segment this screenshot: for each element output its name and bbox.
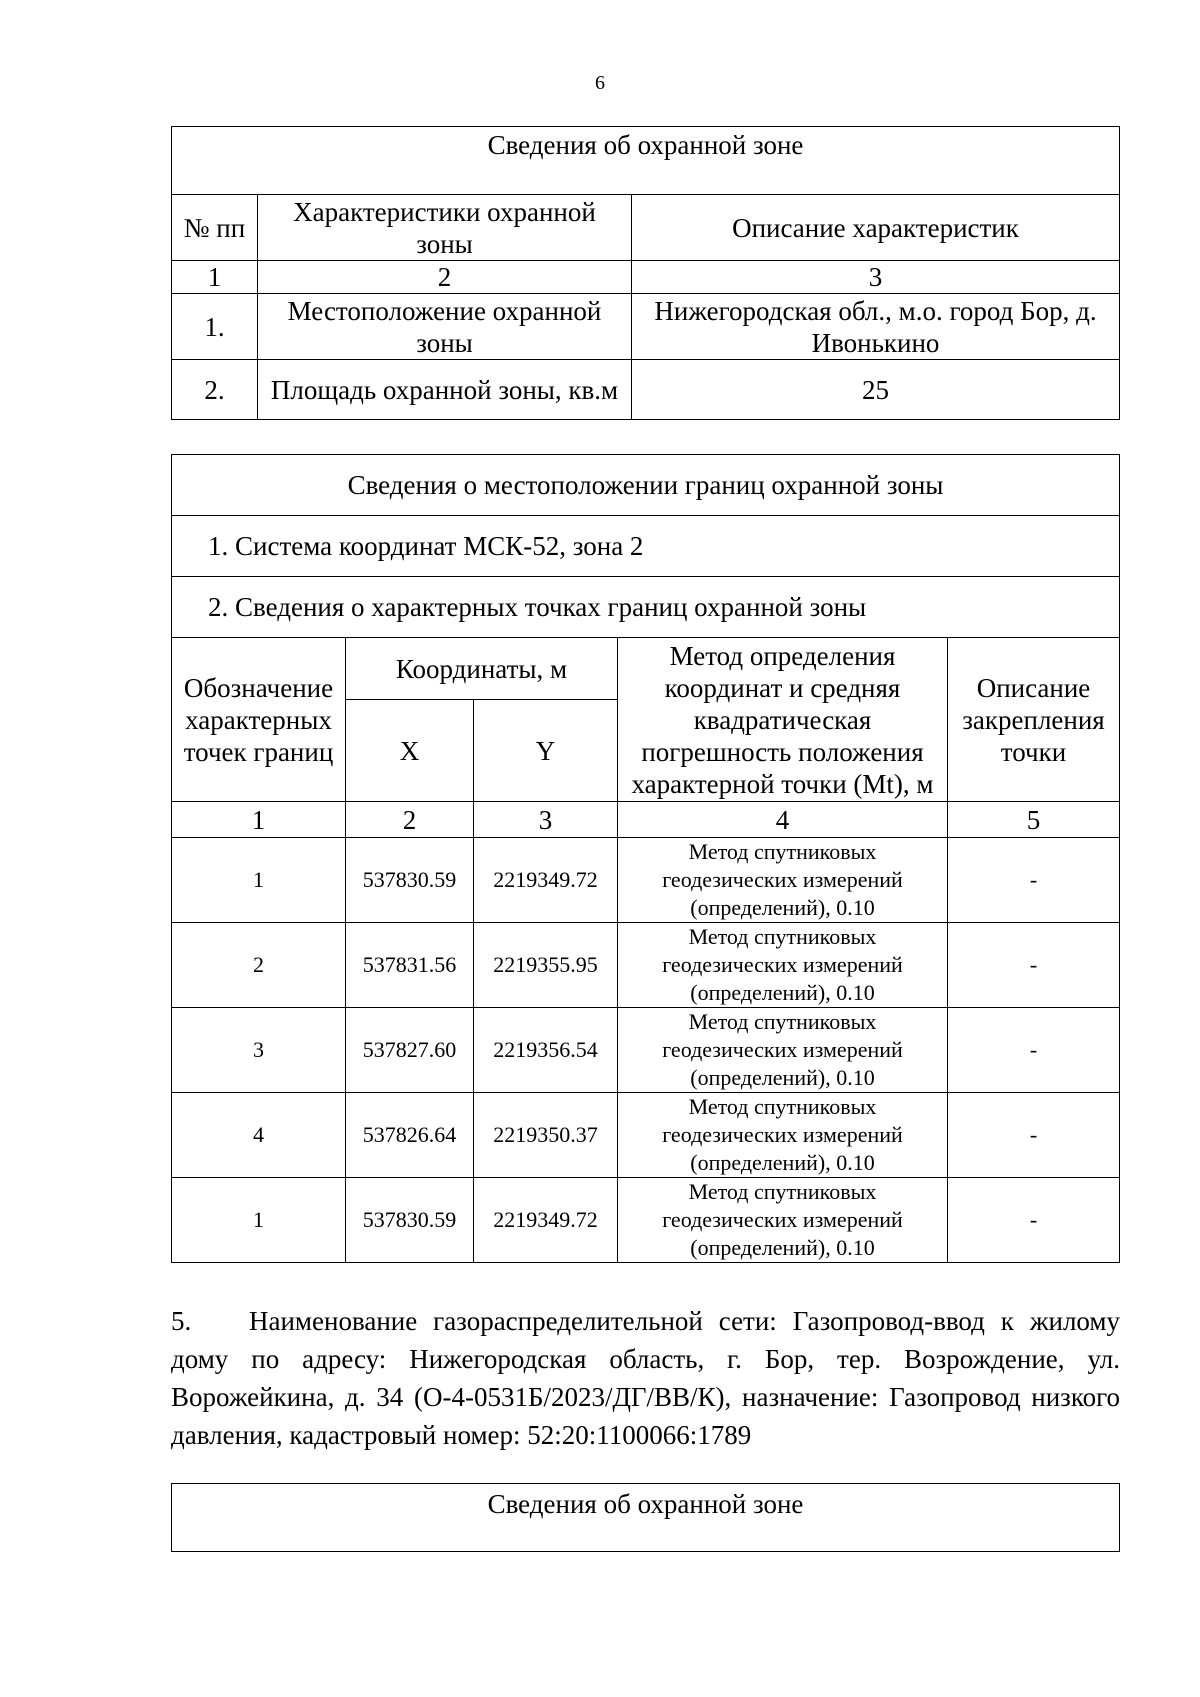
point-fixing: - xyxy=(948,838,1120,923)
boundary-location-table xyxy=(171,454,1120,1263)
col-number: 1 xyxy=(172,802,346,838)
table-title: Сведения о местоположении границ охранной зоны xyxy=(172,455,1120,516)
point-fixing: - xyxy=(948,1008,1120,1093)
point-x: 537831.56 xyxy=(346,923,474,1008)
header-method: Метод определения координат и средняя квадратическая погрешность положения характерной точки (Mt), м xyxy=(618,638,948,802)
row-description: Нижегородская обл., м.о. город Бор, д. Ивонькино xyxy=(632,294,1120,360)
point-method: Метод спутниковых геодезических измерений (определений), 0.10 xyxy=(618,923,948,1008)
header-y: Y xyxy=(474,700,618,802)
header-x: X xyxy=(346,700,474,802)
paragraph-number: 5. xyxy=(171,1306,192,1336)
row-characteristic: Местоположение охранной зоны xyxy=(258,294,632,360)
point-x: 537830.59 xyxy=(346,838,474,923)
col-number: 5 xyxy=(948,802,1120,838)
header-fixing: Описание закрепления точки xyxy=(948,638,1120,802)
col-number: 2 xyxy=(346,802,474,838)
paragraph-text: Наименование газораспределительной сети: Газопровод-ввод к жилому дому по адресу: Нижегородская область, г. Бор, тер. Возрождение, ул. Ворожейкина, д. 34 (О-4-0531Б/2023/ДГ/ВВ/К), назначение: Газопровод низкого давления, кадастровый номер: 52:20:1100066:1789 xyxy=(171,1306,1120,1450)
table-row xyxy=(172,1178,1120,1263)
header-number: № пп xyxy=(172,195,258,261)
point-y: 2219349.72 xyxy=(474,838,618,923)
table-row xyxy=(172,1008,1120,1093)
table-title: Сведения об охранной зоне xyxy=(172,1484,1120,1552)
point-id: 1 xyxy=(172,1178,346,1263)
table-row xyxy=(172,1093,1120,1178)
header-designation: Обозначение характерных точек границ xyxy=(172,638,346,802)
table-row xyxy=(172,294,1120,360)
col-number: 1 xyxy=(172,261,258,294)
point-fixing: - xyxy=(948,1178,1120,1263)
point-id: 4 xyxy=(172,1093,346,1178)
point-method: Метод спутниковых геодезических измерений (определений), 0.10 xyxy=(618,1008,948,1093)
row-number: 1. xyxy=(172,294,258,360)
page-number: 6 xyxy=(595,72,605,94)
point-y: 2219350.37 xyxy=(474,1093,618,1178)
coordinate-system-line: 1. Система координат МСК-52, зона 2 xyxy=(172,516,1120,577)
point-x: 537827.60 xyxy=(346,1008,474,1093)
points-info-line: 2. Сведения о характерных точках границ охранной зоны xyxy=(172,577,1120,638)
protection-zone-table-2 xyxy=(171,1483,1120,1552)
point-id: 1 xyxy=(172,838,346,923)
table-row xyxy=(172,923,1120,1008)
table-row xyxy=(172,838,1120,923)
point-fixing: - xyxy=(948,1093,1120,1178)
point-y: 2219356.54 xyxy=(474,1008,618,1093)
point-y: 2219355.95 xyxy=(474,923,618,1008)
row-description: 25 xyxy=(632,360,1120,420)
point-id: 3 xyxy=(172,1008,346,1093)
paragraph-5 xyxy=(171,1302,1120,1454)
point-x: 537830.59 xyxy=(346,1178,474,1263)
table-title: Сведения об охранной зоне xyxy=(172,127,1120,195)
point-y: 2219349.72 xyxy=(474,1178,618,1263)
table-row xyxy=(172,360,1120,420)
header-coordinates: Координаты, м xyxy=(346,638,618,700)
point-method: Метод спутниковых геодезических измерений (определений), 0.10 xyxy=(618,1178,948,1263)
col-number: 3 xyxy=(474,802,618,838)
row-number: 2. xyxy=(172,360,258,420)
header-characteristics: Характеристики охранной зоны xyxy=(258,195,632,261)
point-method: Метод спутниковых геодезических измерений (определений), 0.10 xyxy=(618,1093,948,1178)
col-number: 2 xyxy=(258,261,632,294)
point-x: 537826.64 xyxy=(346,1093,474,1178)
point-method: Метод спутниковых геодезических измерений (определений), 0.10 xyxy=(618,838,948,923)
col-number: 3 xyxy=(632,261,1120,294)
point-id: 2 xyxy=(172,923,346,1008)
row-characteristic: Площадь охранной зоны, кв.м xyxy=(258,360,632,420)
header-description: Описание характеристик xyxy=(632,195,1120,261)
col-number: 4 xyxy=(618,802,948,838)
protection-zone-table xyxy=(171,126,1120,420)
point-fixing: - xyxy=(948,923,1120,1008)
